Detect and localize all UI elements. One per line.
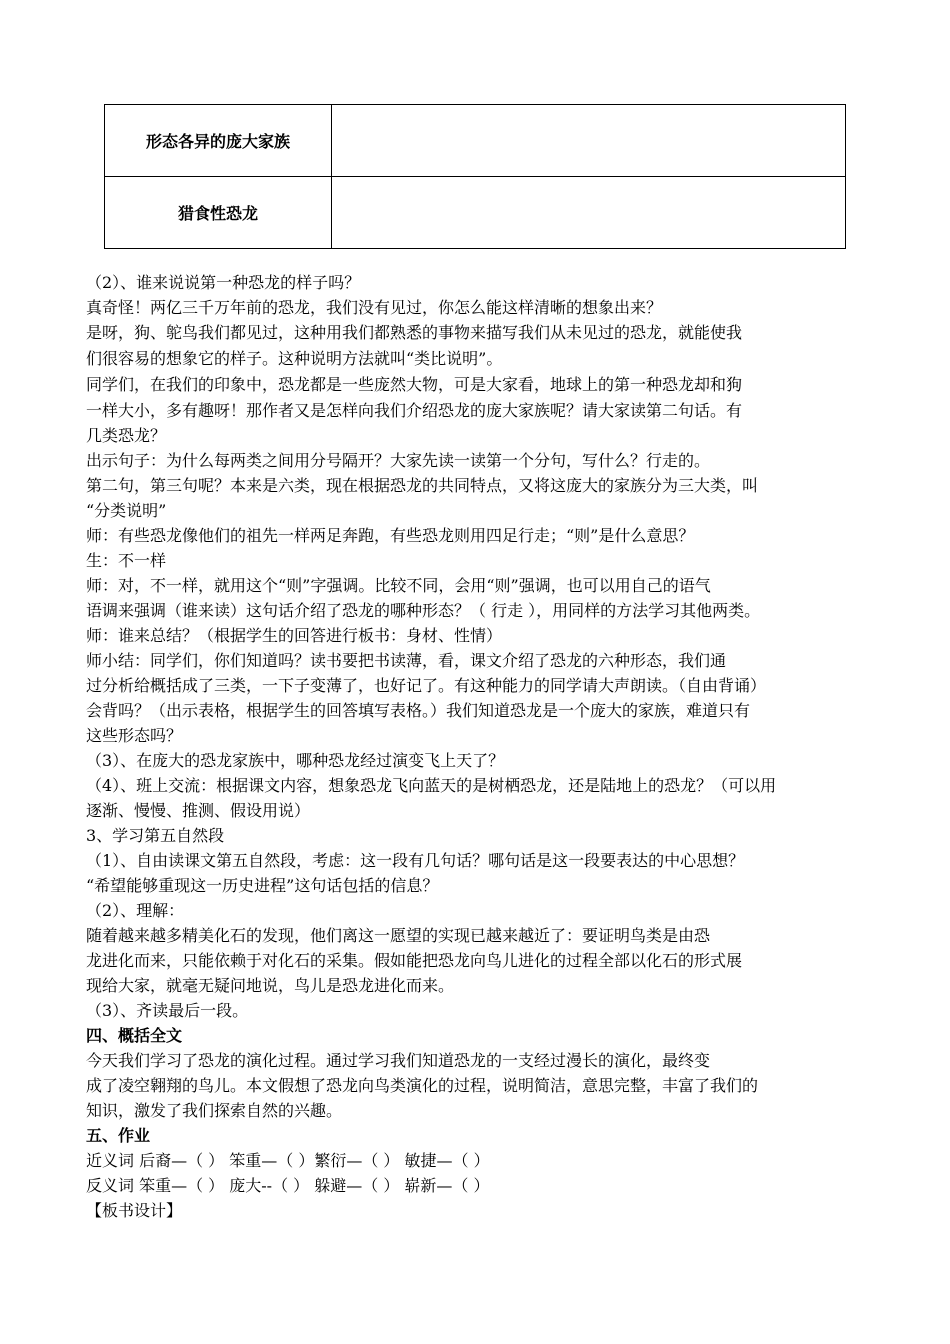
text-line: 师：对，不一样，就用这个“则”字强调。比较不同，会用“则”强调，也可以用自己的语气 [86, 576, 711, 595]
text-line: 今天我们学习了恐龙的演化过程。通过学习我们知道恐龙的一支经过漫长的演化，最终变 [86, 1051, 711, 1070]
text-line: “分类说明” [86, 501, 167, 520]
text-line: （3）、齐读最后一段。 [86, 1001, 249, 1020]
text-line: 真奇怪！两亿三千万年前的恐龙，我们没有见过，你怎么能这样清晰的想象出来？ [86, 298, 663, 317]
text-line: 随着越来越多精美化石的发现，他们离这一愿望的实现已越来越近了：要证明鸟类是由恐 [86, 926, 711, 945]
text-line: 几类恐龙？ [86, 426, 167, 445]
text-line: 现给大家，就毫无疑问地说，鸟儿是恐龙进化而来。 [86, 976, 455, 995]
text-line: （2）、理解： [86, 901, 185, 920]
table-row [105, 105, 846, 177]
text-line: 同学们，在我们的印象中，恐龙都是一些庞然大物，可是大家看，地球上的第一种恐龙却和狗 [86, 375, 743, 394]
text-line: 这些形态吗？ [86, 726, 183, 745]
text-line: 师：谁来总结？（根据学生的回答进行板书：身材、性情） [86, 626, 503, 645]
section-heading: 四、概括全文 [86, 1026, 183, 1045]
text-line: 出示句子：为什么每两类之间用分号隔开？大家先读一读第一个分句，写什么？行走的。 [86, 451, 711, 470]
text-line: “希望能够重现这一历史进程”这句话包括的信息？ [86, 876, 439, 895]
text-line: 生：不一样 [86, 551, 167, 570]
text-line: 逐渐、慢慢、推测、假设用说） [86, 801, 311, 820]
text-line: 过分析给概括成了三类，一下子变薄了，也好记了。有这种能力的同学请大声朗读。（自由背诵） [86, 676, 767, 695]
table-label-cell: 猎食性恐龙 [105, 177, 332, 249]
section-heading: 五、作业 [86, 1126, 151, 1145]
table-label-cell: 形态各异的庞大家族 [105, 105, 332, 177]
text-line: 一样大小，多有趣呀！那作者又是怎样向我们介绍恐龙的庞大家族呢？请大家读第二句话。有 [86, 401, 743, 420]
table-value-cell [332, 177, 846, 249]
text-line: 反义词 笨重—（ ） 庞大--（ ） 躲避—（ ） 崭新—（ ） [86, 1176, 490, 1195]
text-line: （3）、在庞大的恐龙家族中，哪种恐龙经过演变飞上天了？ [86, 751, 505, 770]
text-line: 成了凌空翱翔的鸟儿。本文假想了恐龙向鸟类演化的过程，说明简洁，意思完整，丰富了我们的 [86, 1076, 759, 1095]
text-line: （4）、班上交流：根据课文内容，想象恐龙飞向蓝天的是树栖恐龙，还是陆地上的恐龙？（可以用 [86, 776, 777, 795]
section-heading: 【板书设计】 [86, 1201, 183, 1220]
summary-table [104, 104, 846, 249]
table-value-cell [332, 105, 846, 177]
section-heading: 3、学习第五自然段 [86, 826, 225, 845]
text-line: 知识，激发了我们探索自然的兴趣。 [86, 1101, 343, 1120]
text-line: 龙进化而来，只能依赖于对化石的采集。假如能把恐龙向鸟儿进化的过程全部以化石的形式展 [86, 951, 743, 970]
text-line: 语调来强调（谁来读）这句话介绍了恐龙的哪种形态？（ 行走 ），用同样的方法学习其他两类。 [86, 601, 761, 620]
text-line: （2）、谁来说说第一种恐龙的样子吗？ [86, 273, 361, 292]
text-line: 师：有些恐龙像他们的祖先一样两足奔跑，有些恐龙则用四足行走；“则”是什么意思？ [86, 526, 695, 545]
table-row [105, 177, 846, 249]
text-line: 会背吗？（出示表格，根据学生的回答填写表格。）我们知道恐龙是一个庞大的家族，难道只有 [86, 701, 751, 720]
text-line: 近义词 后裔—（ ） 笨重—（ ）繁衍—（ ） 敏捷—（ ） [86, 1151, 490, 1170]
text-line: 是呀，狗、鸵鸟我们都见过，这种用我们都熟悉的事物来描写我们从未见过的恐龙，就能使我 [86, 323, 743, 342]
text-line: 第二句，第三句呢？本来是六类，现在根据恐龙的共同特点，又将这庞大的家族分为三大类，叫 [86, 476, 759, 495]
text-line: 们很容易的想象它的样子。这种说明方法就叫“类比说明”。 [86, 349, 503, 368]
text-line: （1）、自由读课文第五自然段，考虑：这一段有几句话？哪句话是这一段要表达的中心思想？ [86, 851, 745, 870]
text-line: 师小结：同学们，你们知道吗？读书要把书读薄，看，课文介绍了恐龙的六种形态，我们通 [86, 651, 727, 670]
